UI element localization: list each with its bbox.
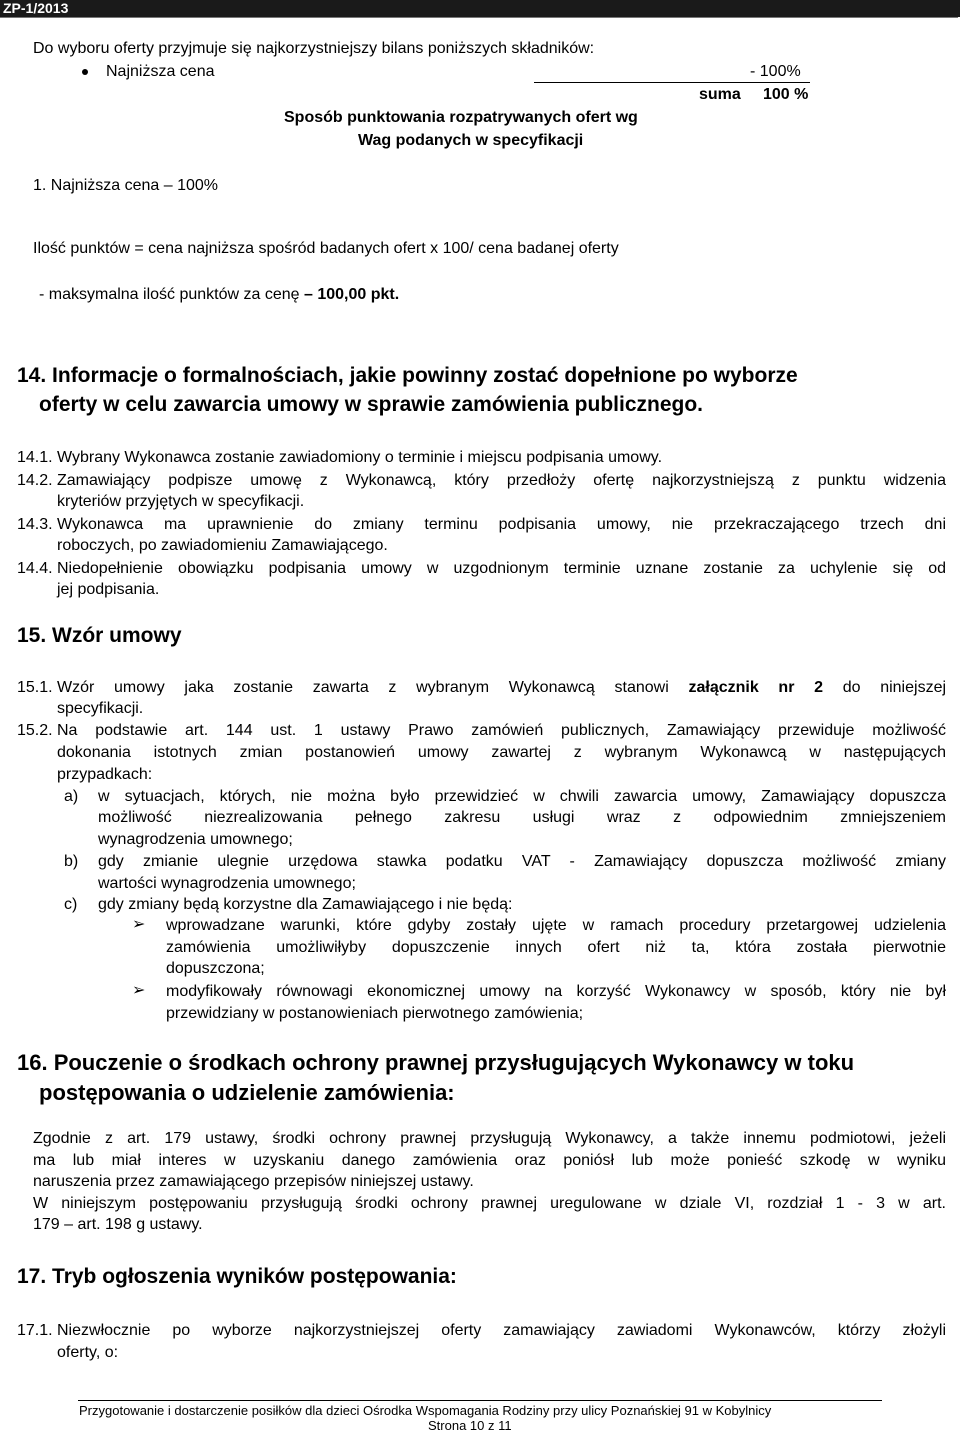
subcase-text: modyfikowały równowagi ekonomicznej umowy na korzyść Wykonawcy w sposób, który nie był bbox=[166, 983, 946, 1000]
item-number: 15.2. bbox=[17, 722, 53, 739]
case-text: gdy zmiany będą korzystne dla Zamawiającego i nie będą: bbox=[98, 896, 513, 913]
section-16-title-1: 16. Pouczenie o środkach ochrony prawnej przysługujących Wykonawcy w toku bbox=[17, 1050, 855, 1075]
item-text: Wybrany Wykonawca zostanie zawiadomiony o terminie i miejscu podpisania umowy. bbox=[57, 449, 663, 466]
para-text: W niniejszym postępowaniu przysługują środki ochrony prawnej uregulowane w dziale VI, rozdział 1 - 3 w art. bbox=[33, 1195, 946, 1212]
para-text: naruszenia przez zamawiającego przepisów niniejszej ustawy. bbox=[33, 1173, 474, 1190]
section-14-title-2: oferty w celu zawarcia umowy w sprawie zamówienia publicznego. bbox=[39, 393, 704, 416]
criterion-title: 1. Najniższa cena – 100% bbox=[33, 177, 218, 194]
case-text: wartości wynagrodzenia umownego; bbox=[98, 875, 356, 892]
item-number: 14.2. bbox=[17, 472, 53, 489]
header-bar bbox=[0, 0, 960, 17]
case-text: możliwość niezrealizowania pełnego zakresu usługi wraz z odpowiednim zmniejszeniem bbox=[98, 809, 946, 826]
criterion-max-prefix: - maksymalna ilość punktów za cenę bbox=[39, 286, 300, 303]
subcase-text: zamówienia umożliwiłyby dopuszczenie innych ofert niż ta, która została pierwotnie bbox=[166, 939, 946, 956]
item-number: 17.1. bbox=[17, 1322, 53, 1339]
sum-value: 100 % bbox=[763, 86, 809, 103]
criterion-max-value: – 100,00 pkt. bbox=[304, 286, 400, 303]
case-text: w sytuacjach, których, nie można było przewidzieć w chwili zawarcia umowy, Zamawiający dopuszcza bbox=[98, 788, 946, 805]
item-text: roboczych, po zawiadomieniu Zamawiającego. bbox=[57, 537, 388, 554]
case-label: b) bbox=[64, 853, 79, 870]
section-15-title: 15. Wzór umowy bbox=[17, 624, 182, 647]
item-text: Niedopełnienie obowiązku podpisania umowy w uzgodnionym terminie uznane zostanie za uchylenie się od bbox=[57, 560, 946, 577]
item-text-part: Wzór umowy jaka zostanie zawarta z wybranym Wykonawcą stanowi bbox=[57, 679, 669, 696]
page-border bbox=[0, 17, 958, 18]
item-text: Zamawiający podpisze umowę z Wykonawcą, który przedłoży ofertę najkorzystniejszą z punktu widzenia bbox=[57, 472, 946, 489]
item-text: oferty, o: bbox=[57, 1344, 119, 1361]
method-line-2: Wag podanych w specyfikacji bbox=[358, 132, 584, 149]
item-text-part: do niniejszej bbox=[842, 679, 947, 696]
criterion-formula: Ilość punktów = cena najniższa spośród badanych ofert x 100/ cena badanej oferty bbox=[33, 240, 619, 257]
item-text: Na podstawie art. 144 ust. 1 ustawy Prawo zamówień publicznych, Zamawiający przewiduje możliwość bbox=[57, 722, 946, 739]
bullet-value: - 100% bbox=[750, 63, 801, 80]
arrow-bullet-icon: ➢ bbox=[132, 982, 146, 999]
item-text: Niezwłocznie po wyborze najkorzystniejszej oferty zamawiający zawiadomi Wykonawców, którzy złożyli bbox=[57, 1322, 946, 1339]
item-text: Wykonawca ma uprawnienie do zmiany terminu podpisania umowy, nie przekraczającego trzech dni bbox=[57, 516, 946, 533]
item-number: 14.4. bbox=[17, 560, 53, 577]
para-text: 179 – art. 198 g ustawy. bbox=[33, 1216, 203, 1233]
footer-text: Przygotowanie i dostarczenie posiłków dla dzieci Ośrodka Wspomagania Rodziny przy ulicy Poznańskiej 91 w Kobylnicy bbox=[79, 1403, 772, 1418]
item-text: kryteriów przyjętych w specyfikacji. bbox=[57, 493, 305, 510]
page-number: Strona 10 z 11 bbox=[428, 1418, 512, 1433]
document-code: ZP-1/2013 bbox=[3, 0, 69, 16]
footer-rule bbox=[78, 1400, 882, 1401]
section-14-title-1: 14. Informacje o formalnościach, jakie powinny zostać dopełnione po wyborze bbox=[17, 364, 798, 387]
item-number: 15.1. bbox=[17, 679, 53, 696]
case-label: a) bbox=[64, 788, 79, 805]
underline bbox=[534, 82, 810, 83]
sum-label: suma bbox=[699, 86, 741, 103]
item-number: 14.1. bbox=[17, 449, 53, 466]
section-17-title: 17. Tryb ogłoszenia wyników postępowania: bbox=[17, 1265, 457, 1288]
case-label: c) bbox=[64, 896, 78, 913]
item-text: jej podpisania. bbox=[57, 581, 160, 598]
item-number: 14.3. bbox=[17, 516, 53, 533]
subcase-text: dopuszczona; bbox=[166, 960, 265, 977]
item-text: specyfikacji. bbox=[57, 700, 144, 717]
case-text: wynagrodzenia umownego; bbox=[98, 831, 293, 848]
intro-line: Do wyboru oferty przyjmuje się najkorzystniejszy bilans poniższych składników: bbox=[33, 40, 595, 57]
bullet-icon bbox=[82, 69, 88, 75]
subcase-text: przewidziany w postanowieniach pierwotnego zamówienia; bbox=[166, 1005, 584, 1022]
bullet-label: Najniższa cena bbox=[106, 63, 215, 80]
method-line-1: Sposób punktowania rozpatrywanych ofert wg bbox=[284, 109, 638, 126]
subcase-text: wprowadzane warunki, które gdyby zostały ujęte w ramach procedury przetargowej udzielenia bbox=[166, 917, 946, 934]
item-text: dokonania istotnych zmian postanowień umowy zawartej z wybranym Wykonawcą w następujących bbox=[57, 744, 946, 761]
criterion-max bbox=[39, 284, 399, 305]
section-16-title-2: postępowania o udzielenie zamówienia: bbox=[39, 1080, 455, 1105]
arrow-bullet-icon: ➢ bbox=[132, 916, 146, 933]
para-text: Zgodnie z art. 179 ustawy, środki ochrony prawnej przysługują Wykonawcy, a także innemu podmiotowi, jeżeli bbox=[33, 1130, 946, 1147]
attachment-ref: załącznik nr 2 bbox=[688, 679, 824, 696]
item-text: przypadkach: bbox=[57, 766, 153, 783]
para-text: ma lub miał interes w uzyskaniu danego zamówienia oraz poniósł lub może ponieść szkodę w wyniku bbox=[33, 1152, 946, 1169]
case-text: gdy zmianie ulegnie urzędowa stawka podatku VAT - Zamawiający dopuszcza możliwość zmiany bbox=[98, 853, 946, 870]
item-text bbox=[57, 677, 946, 698]
